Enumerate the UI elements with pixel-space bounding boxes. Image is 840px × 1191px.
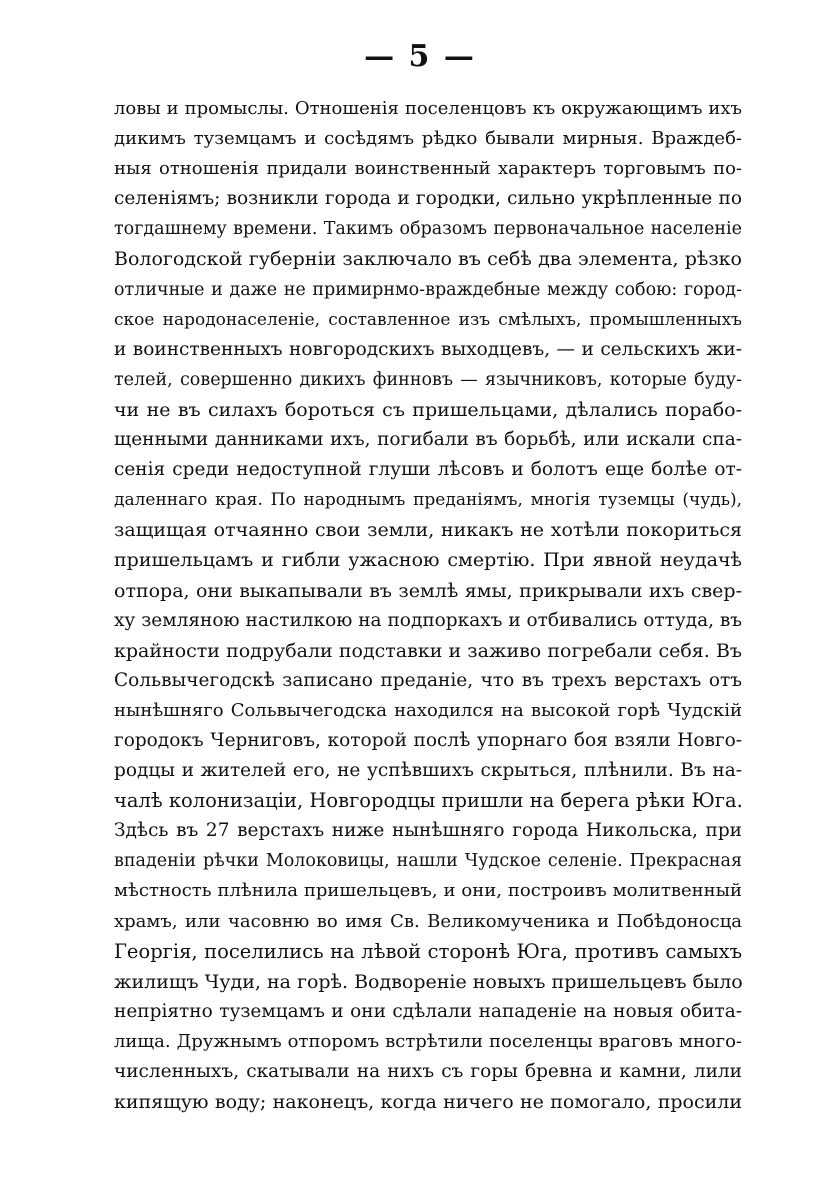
text-line: нынѣшняго Сольвычегодска находился на высокой горѣ Чудскій — [114, 699, 742, 721]
text-line: кипящую воду; наконецъ, когда ничего не помогало, просили — [114, 1091, 742, 1114]
text-line: тогдашнему времени. Такимъ образомъ первоначальное населеніе — [114, 219, 742, 240]
text-line: селеніямъ; возникли города и городки, сильно укрѣпленные по — [114, 188, 742, 210]
text-line: чалѣ колонизаціи, Новгородцы пришли на берега рѣки Юга. — [114, 789, 743, 813]
text-line: лища. Дружнымъ отпоромъ встрѣтили поселенцы враговъ много- — [114, 1030, 742, 1052]
text-line: мѣстность плѣнила пришельцевъ, и они, построивъ молитвенный — [114, 880, 742, 902]
text-line: Вологодской губерніи заключало въ себѣ два элемента, рѣзко — [114, 248, 742, 271]
page-number: — 5 — — [364, 39, 476, 74]
text-line: пришельцамъ и гибли ужасною смертію. При явной неудачѣ — [114, 549, 742, 572]
text-line: даленнаго края. По народнымъ преданіямъ, многія туземцы (чудь), — [114, 490, 742, 511]
text-line: численныхъ, скатывали на нихъ съ горы бревна и камни, лили — [114, 1061, 742, 1082]
text-line: храмъ, или часовню во имя Св. Великомученика и Побѣдоносца — [114, 910, 742, 932]
text-line: сенія среди недоступной глуши лѣсовъ и болотъ еще болѣе от- — [114, 459, 742, 481]
text-line: чи не въ силахъ бороться съ пришельцами, дѣлались порабо- — [114, 398, 742, 421]
text-line: защищая отчаянно свои земли, никакъ не хотѣли покориться — [114, 519, 742, 542]
text-line: Сольвычегодскѣ записано преданіе, что въ трехъ верстахъ отъ — [114, 669, 742, 691]
text-line: отпора, они выкапывали въ землѣ ямы, прикрывали ихъ свер- — [114, 579, 742, 602]
text-line: ху земляною настилкою на подпоркахъ и отбивались оттуда, въ — [114, 609, 743, 631]
text-line: дикимъ туземцамъ и сосѣдямъ рѣдко бывали мирныя. Враждеб- — [114, 128, 742, 150]
body-text — [114, 94, 742, 1117]
text-line: впаденіи рѣчки Молоковицы, нашли Чудское селеніе. Прекрасная — [114, 851, 742, 872]
text-line: родцы и жителей его, не успѣвшихъ скрыться, плѣнили. Въ на- — [114, 760, 742, 782]
text-line: жилищъ Чуди, на горѣ. Водвореніе новыхъ пришельцевъ было — [114, 970, 743, 993]
text-line: крайности подрубали подставки и заживо погребали себя. Въ — [114, 639, 742, 662]
text-line: ловы и промыслы. Отношенія поселенцовъ къ окружающимъ ихъ — [114, 98, 742, 119]
text-line: отличные и даже не примирнмо-враждебные между собою: город- — [114, 279, 742, 300]
text-line: щенными данниками ихъ, погибали въ борьбѣ, или искали спа- — [114, 429, 742, 451]
text-line: ское народонаселеніе, составленное изъ смѣлыхъ, промышленныхъ — [114, 309, 742, 330]
text-line: непріятно туземцамъ и они сдѣлали нападеніе на новыя обита- — [114, 1000, 742, 1022]
text-line: Здѣсь въ 27 верстахъ ниже нынѣшняго города Никольска, при — [114, 820, 742, 842]
text-line: телей, совершенно дикихъ финновъ — язычниковъ, которые буду- — [114, 369, 742, 390]
text-line: ныя отношенія придали воинственный характеръ торговымъ по- — [114, 158, 742, 180]
text-line: городокъ Черниговъ, которой послѣ упорнаго боя взяли Новго- — [114, 729, 742, 751]
text-line: и воинственныхъ новгородскихъ выходцевъ, — и сельскихъ жи- — [114, 338, 742, 360]
text-line: Георгія, поселились на лѣвой сторонѣ Юга, противъ самыхъ — [114, 939, 742, 963]
